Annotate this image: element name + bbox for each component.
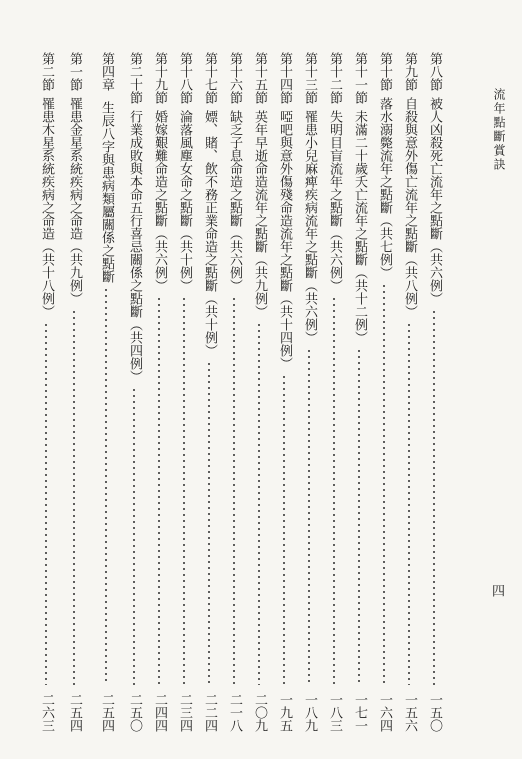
entry-title: 罹患木星系統疾病之命造（共十八例） [39, 97, 54, 318]
dot-leader [397, 322, 421, 685]
entry-title: 嫖、賭、飲不務正業命造之點斷（共十例） [202, 110, 217, 357]
dot-leader [297, 348, 321, 685]
section-label: 第十九節 [152, 52, 167, 104]
section-label: 第二節 [39, 52, 54, 91]
toc-entry[interactable] [272, 52, 296, 732]
toc-entry[interactable] [122, 52, 146, 732]
chapter-label: 第四章 [99, 52, 114, 91]
toc-entry[interactable] [422, 52, 446, 732]
dot-leader [62, 309, 86, 685]
toc-chapter-entry[interactable] [94, 52, 118, 732]
entry-title: 自殺與意外傷亡流年之點斷（共八例） [402, 97, 417, 318]
entry-page: 二五〇 [127, 693, 142, 732]
entry-title: 失明目盲流年之點斷（共六例） [327, 110, 342, 292]
entry-title: 行業成敗與本命五行喜忌關係之點斷（共四例） [127, 110, 142, 383]
toc-entry[interactable] [347, 52, 371, 732]
entry-page: 一九五 [277, 693, 292, 732]
section-label: 第十五節 [252, 52, 267, 104]
entry-page: 二六三 [39, 693, 54, 732]
section-label: 第二十節 [127, 52, 142, 104]
section-label: 第十二節 [327, 52, 342, 104]
dot-leader [172, 296, 196, 685]
toc-entry[interactable] [34, 52, 58, 732]
section-label: 第十七節 [202, 52, 217, 104]
toc-entry[interactable] [397, 52, 421, 732]
entry-page: 一七一 [352, 693, 367, 732]
dot-leader [197, 361, 221, 685]
dot-leader [122, 387, 146, 685]
dot-leader [34, 322, 58, 685]
toc-entry[interactable] [322, 52, 346, 732]
entry-title: 缺乏子息命造之點斷（共六例） [227, 110, 242, 292]
section-label: 第一節 [67, 52, 82, 91]
table-of-contents [0, 52, 522, 732]
toc-entry[interactable] [147, 52, 171, 732]
section-label: 第十八節 [177, 52, 192, 104]
toc-entry[interactable] [62, 52, 86, 732]
entry-page: 二〇九 [252, 693, 267, 732]
entry-title: 淪落風塵女命之點斷（共十例） [177, 110, 192, 292]
entry-title: 婚嫁艱難命造之點斷（共六例） [152, 110, 167, 292]
toc-entry[interactable] [222, 52, 246, 732]
entry-page: 一五六 [402, 693, 417, 732]
entry-title: 啞吧與意外傷殘命造流年之點斷（共十四例） [277, 110, 292, 370]
dot-leader [247, 322, 271, 685]
entry-page: 一五〇 [427, 693, 442, 732]
section-label: 第十四節 [277, 52, 292, 104]
entry-page: 二五四 [99, 693, 114, 732]
dot-leader [272, 374, 296, 685]
entry-title: 英年早逝命造流年之點斷（共九例） [252, 110, 267, 318]
entry-page: 一八九 [302, 693, 317, 732]
section-label: 第八節 [427, 52, 442, 91]
dot-leader [94, 287, 118, 685]
section-label: 第十三節 [302, 52, 317, 104]
toc-entry[interactable] [247, 52, 271, 732]
entry-title: 罹患金星系統疾病之命造（共九例） [67, 97, 82, 305]
dot-leader [372, 283, 396, 685]
entry-page: 二一八 [227, 693, 242, 732]
dot-leader [422, 309, 446, 685]
entry-page: 二三四 [177, 693, 192, 732]
toc-entry[interactable] [297, 52, 321, 732]
entry-page: 二二四 [202, 693, 217, 732]
entry-page: 二四四 [152, 693, 167, 732]
dot-leader [347, 348, 371, 685]
entry-page: 一八三 [327, 693, 342, 732]
entry-title: 罹患小兒麻痺疾病流年之點斷（共六例） [302, 110, 317, 344]
dot-leader [222, 296, 246, 685]
section-label: 第十一節 [352, 52, 367, 104]
toc-entry[interactable] [197, 52, 221, 732]
entry-title: 被人凶殺死亡流年之點斷（共六例） [427, 97, 442, 305]
dot-leader [147, 296, 171, 685]
page-number: 四 [489, 584, 504, 597]
entry-title: 生辰八字與患病類屬關係之點斷 [99, 101, 114, 283]
toc-entry[interactable] [372, 52, 396, 732]
running-header: 流年點斷賞訣 [492, 88, 506, 172]
entry-title: 未滿二十歲夭亡流年之點斷（共十二例） [352, 110, 367, 344]
section-label: 第九節 [402, 52, 417, 91]
entry-page: 二五四 [67, 693, 82, 732]
entry-page: 一六四 [377, 693, 392, 732]
entry-title: 落水溺斃流年之點斷（共七例） [377, 97, 392, 279]
dot-leader [322, 296, 346, 685]
section-label: 第十六節 [227, 52, 242, 104]
toc-entry[interactable] [172, 52, 196, 732]
section-label: 第十節 [377, 52, 392, 91]
